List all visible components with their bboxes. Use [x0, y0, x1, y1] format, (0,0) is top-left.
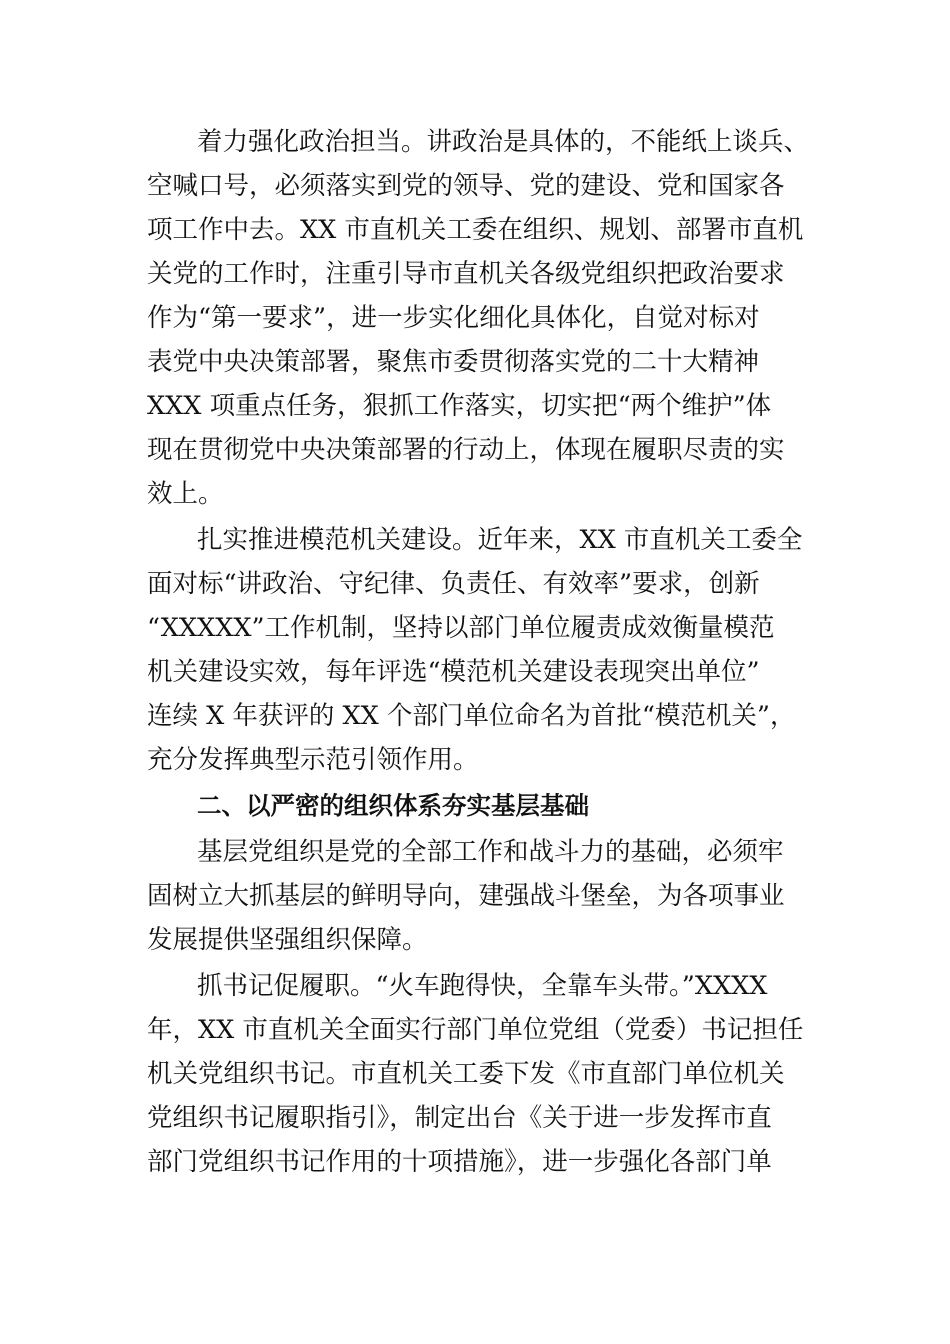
text-line: 着力强化政治担当。讲政治是具体的，不能纸上谈兵、	[197, 127, 810, 157]
text-line: 党组织书记履职指引》，制定出台《关于进一步发挥市直	[147, 1103, 772, 1133]
text-line: 固树立大抓基层的鲜明导向，建强战斗堡垒，为各项事业	[147, 881, 785, 911]
text-line: 项工作中去。XX 市直机关工委在组织、规划、部署市直机	[147, 215, 804, 245]
text-line: 扎实推进模范机关建设。近年来，XX 市直机关工委全	[197, 525, 803, 555]
text-line: “XXXXX”工作机制，坚持以部门单位履责成效衡量模范	[147, 613, 775, 643]
text-line: 基层党组织是党的全部工作和战斗力的基础，必须牢	[197, 837, 784, 867]
text-line: 充分发挥典型示范引领作用。	[147, 745, 479, 775]
text-line: 现在贯彻党中央决策部署的行动上，体现在履职尽责的实	[147, 435, 785, 465]
text-line: 空喊口号，必须落实到党的领导、党的建设、党和国家各	[147, 171, 785, 201]
text-line: 发展提供坚强组织保障。	[147, 925, 428, 955]
text-line: 作为“第一要求”，进一步实化细化具体化，自觉对标对	[147, 303, 760, 333]
text-line: 抓书记促履职。“火车跑得快，全靠车头带。”XXXX	[197, 971, 768, 1001]
text-line: 部门党组织书记作用的十项措施》，进一步强化各部门单	[147, 1147, 772, 1177]
section-heading: 二、以严密的组织体系夯实基层基础	[197, 791, 589, 820]
text-line: 机关建设实效，每年评选“模范机关建设表现突出单位”	[147, 657, 760, 687]
text-line: XXX 项重点任务，狠抓工作落实，切实把“两个维护”体	[147, 391, 772, 421]
text-line: 关党的工作时，注重引导市直机关各级党组织把政治要求	[147, 259, 785, 289]
text-line: 效上。	[147, 479, 224, 509]
text-line: 连续 X 年获评的 XX 个部门单位命名为首批“模范机关”，	[147, 701, 796, 731]
text-line: 表党中央决策部署，聚焦市委贯彻落实党的二十大精神	[147, 347, 760, 377]
text-line: 年，XX 市直机关全面实行部门单位党组（党委）书记担任	[147, 1015, 804, 1045]
text-line: 机关党组织书记。市直机关工委下发《市直部门单位机关	[147, 1059, 785, 1089]
text-line: 面对标“讲政治、守纪律、负责任、有效率”要求，创新	[147, 569, 760, 599]
